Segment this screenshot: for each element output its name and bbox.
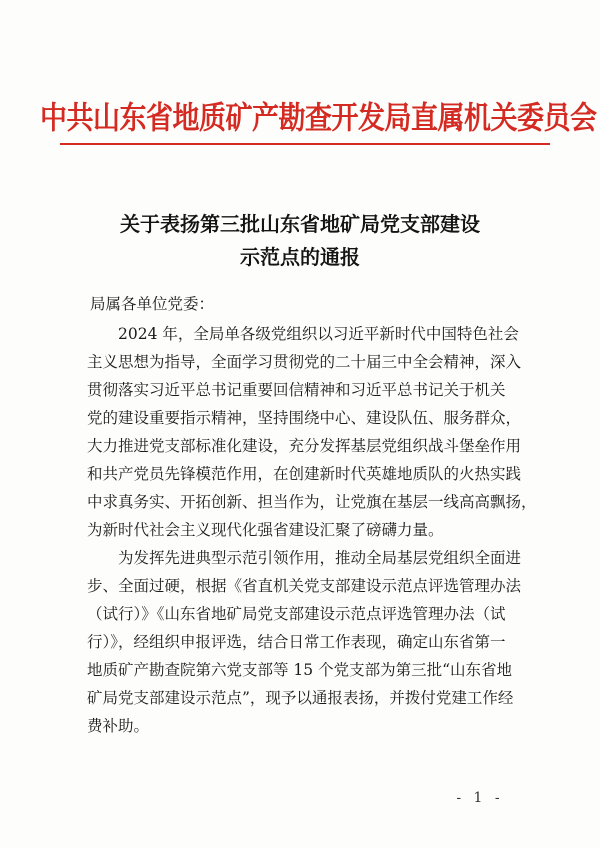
document-title-line-1: 关于表扬第三批山东省地矿局党支部建设 [120, 212, 480, 236]
paragraph-line: 党的建设重要指示精神，坚持围绕中心、建设队伍、服务群众， [87, 409, 522, 427]
document-title-line-2: 示范点的通报 [240, 245, 360, 269]
paragraph-line: 和共产党员先锋模范作用，在创建新时代英雄地质队的火热实践 [87, 465, 522, 483]
paragraph-line: 贯彻落实习近平总书记重要回信精神和习近平总书记关于机关 [87, 381, 506, 399]
paragraph-line: 行）》，经组织申报评选，结合日常工作表现，确定山东省第一 [87, 633, 506, 651]
page-number: - 1 - [456, 790, 504, 806]
salutation: 局属各单位党委： [90, 295, 215, 313]
paragraph-line: 步、全面过硬，根据《省直机关党支部建设示范点评选管理办法 [87, 577, 522, 595]
paragraph-line: 2024 年，全局单各级党组织以习近平新时代中国特色社会 [87, 325, 519, 343]
paragraph-line: 主义思想为指导，全面学习贯彻党的二十届三中全会精神，深入 [87, 353, 522, 371]
document-title [40, 208, 560, 274]
red-divider-line [60, 143, 550, 145]
paragraph-line: 费补助。 [87, 717, 150, 735]
paragraph-line: 为发挥先进典型示范引领作用，推动全局基层党组织全面进 [87, 549, 522, 567]
paragraph-line: （试行）》《山东省地矿局党支部建设示范点评选管理办法（试 [87, 605, 506, 623]
paragraph-line: 地质矿产勘查院第六党支部等 15 个党支部为第三批“山东省地 [87, 661, 513, 679]
body-paragraph-1 [87, 320, 537, 544]
paragraph-line: 矿局党支部建设示范点”，现予以通报表扬，并拨付党建工作经 [87, 689, 514, 707]
paragraph-line: 大力推进党支部标准化建设，充分发挥基层党组织战斗堡垒作用 [87, 437, 522, 455]
organization-header: 中共山东省地质矿产勘查开发局直属机关委员会 [40, 101, 597, 137]
body-paragraph-2 [87, 544, 527, 740]
paragraph-line: 为新时代社会主义现代化强省建设汇聚了磅礴力量。 [87, 521, 444, 539]
paragraph-line: 中求真务实、开拓创新、担当作为，让党旗在基层一线高高飘扬， [87, 493, 537, 511]
